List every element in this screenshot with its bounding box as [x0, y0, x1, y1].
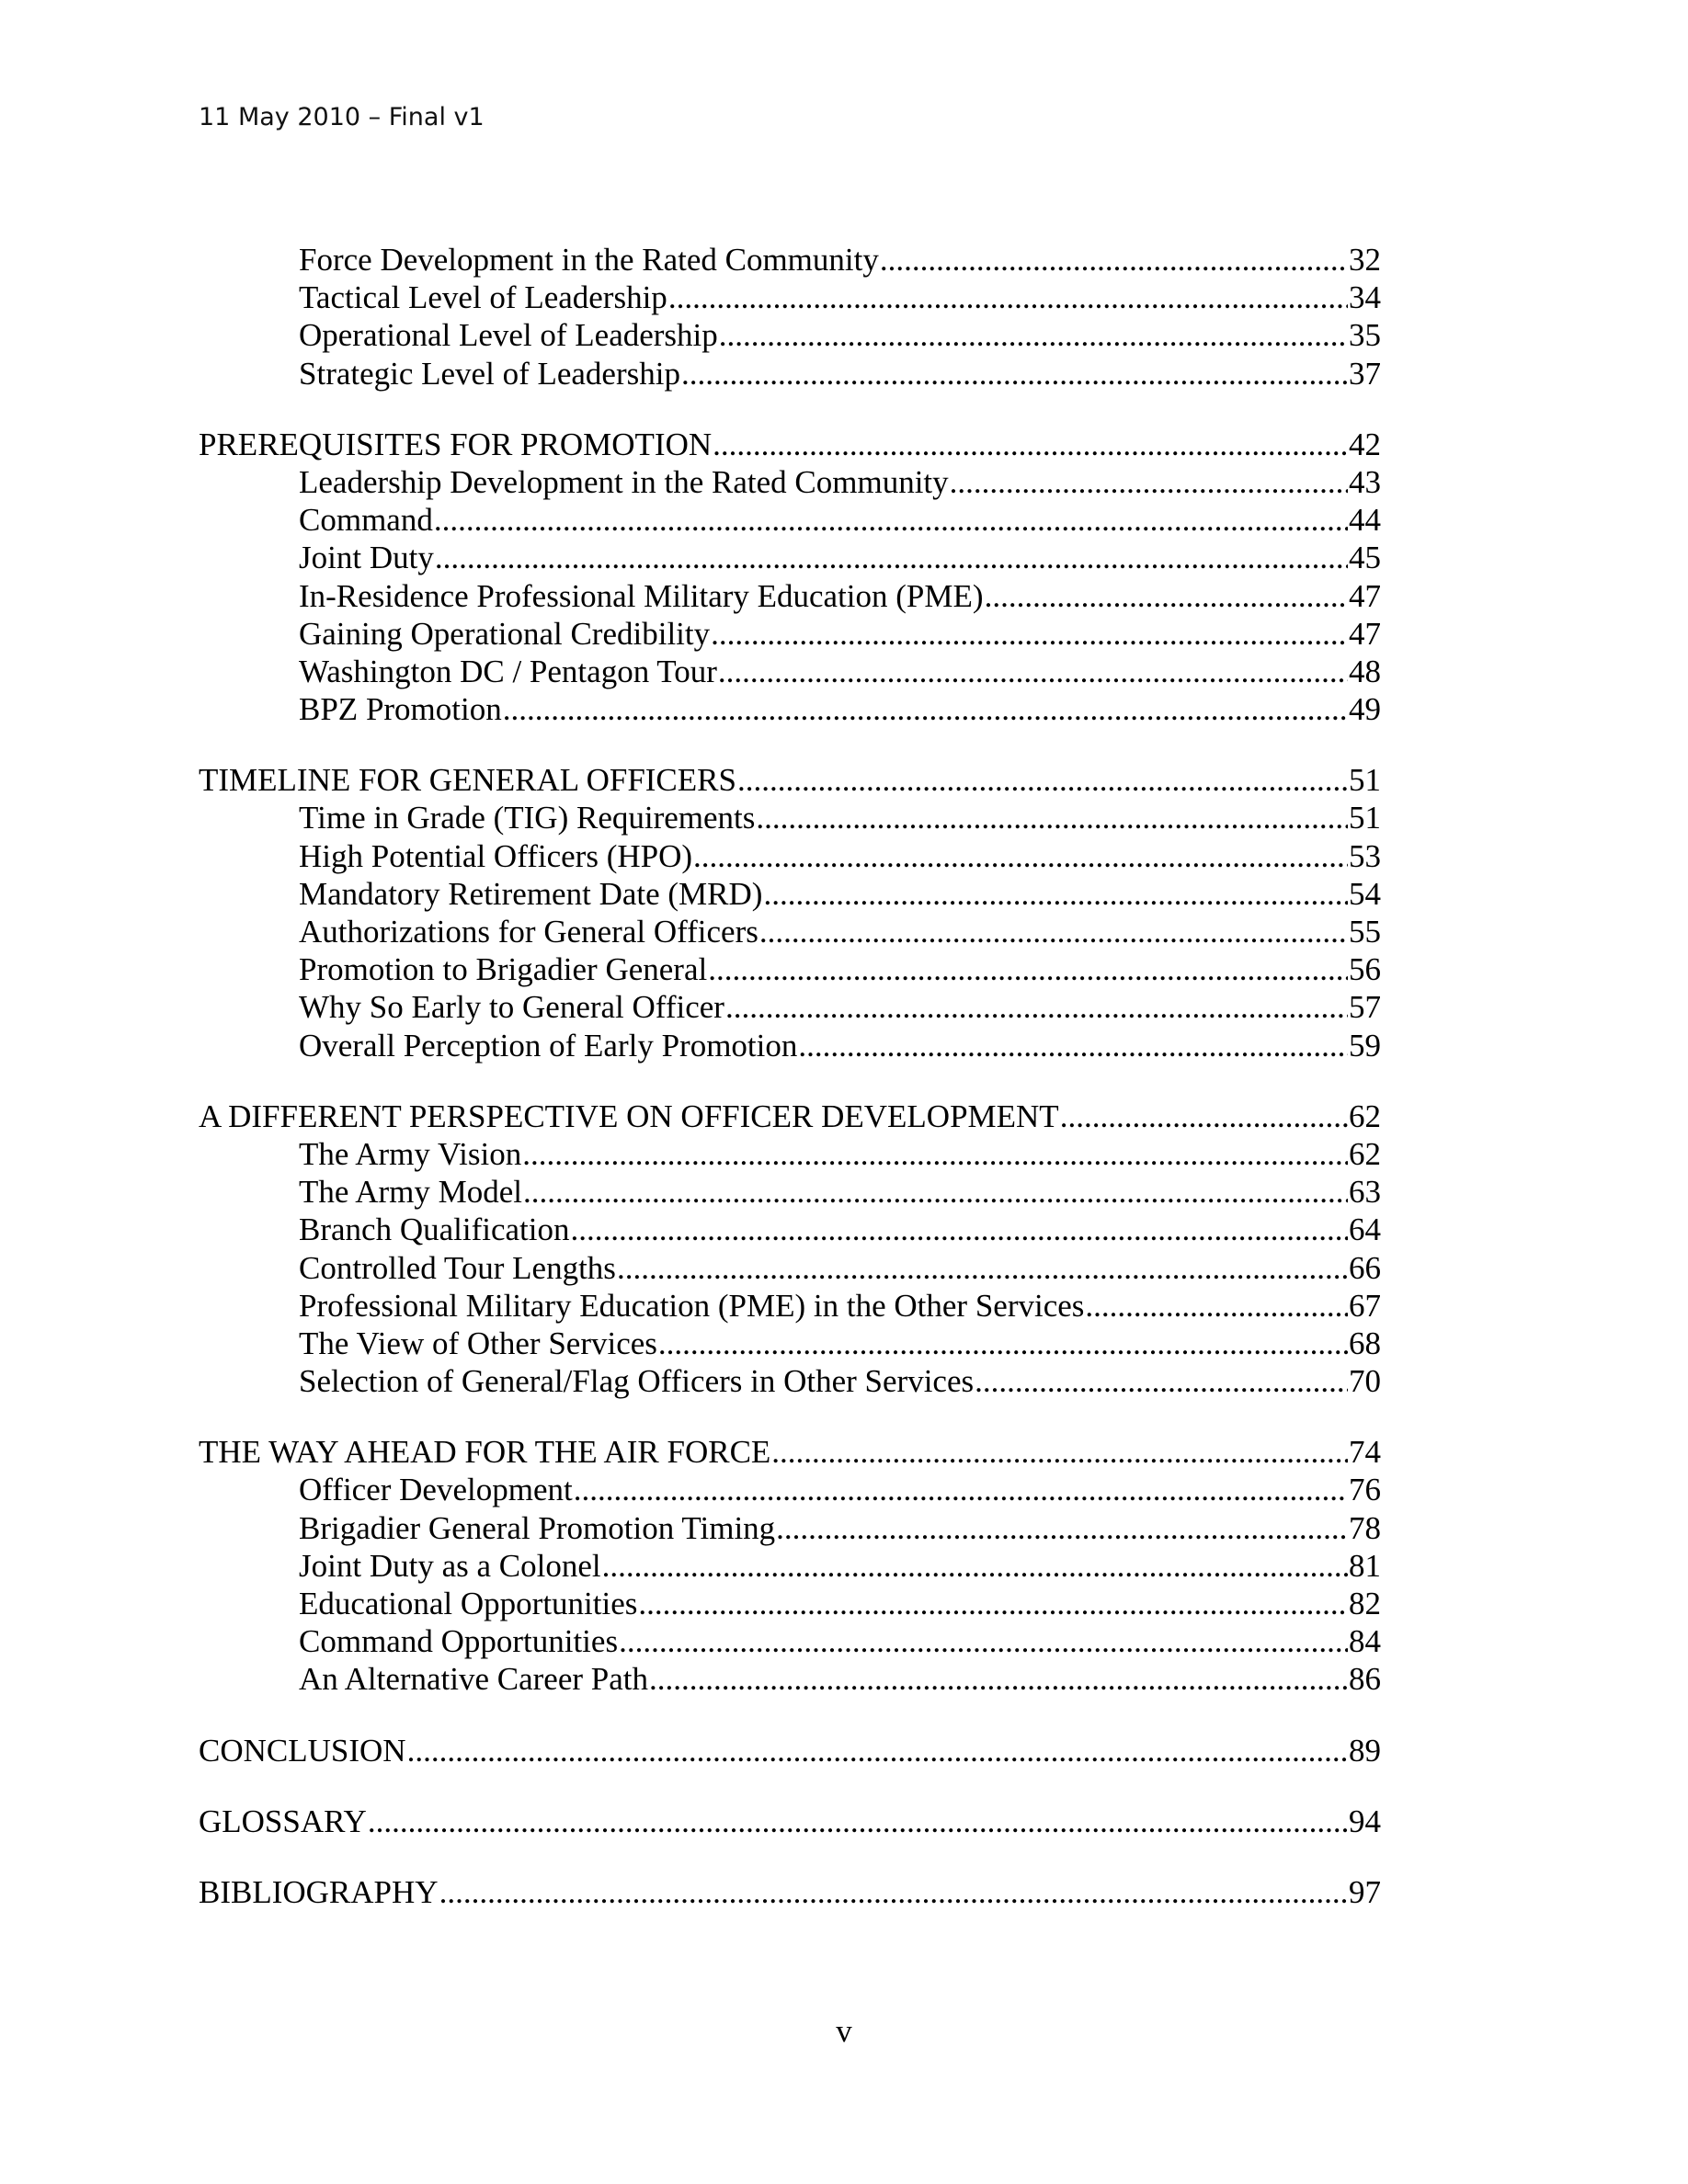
toc-entry-row: [199, 1547, 1381, 1585]
toc-heading-label: GLOSSARY: [199, 1803, 367, 1839]
toc-entry-label: Force Development in the Rated Community: [299, 242, 879, 278]
dot-leader: [708, 950, 1348, 988]
dot-leader: [602, 1547, 1348, 1585]
toc-page-number: 67: [1349, 1287, 1381, 1324]
dot-leader: [880, 241, 1348, 279]
toc-page-number: 48: [1349, 653, 1381, 689]
toc-entry-label: Gaining Operational Credibility: [299, 615, 711, 652]
toc-page-number: 94: [1349, 1803, 1381, 1839]
toc-entry-label: Leadership Development in the Rated Community: [299, 463, 949, 500]
toc-section: [199, 1732, 1381, 1769]
dot-leader: [368, 1803, 1348, 1840]
toc-heading-label: PREREQUISITES FOR PROMOTION: [199, 426, 713, 462]
toc-entry-row: [199, 1660, 1381, 1698]
dot-leader: [719, 316, 1348, 354]
dot-leader: [570, 1211, 1348, 1248]
toc-entry-label: Time in Grade (TIG) Requirements: [299, 800, 756, 836]
toc-entry-label: The Army Vision: [299, 1135, 522, 1172]
toc-entry-label: High Potential Officers (HPO): [299, 837, 693, 874]
toc-page-number: 64: [1349, 1211, 1381, 1248]
toc-page-number: 37: [1349, 355, 1381, 392]
toc-page-number: 84: [1349, 1623, 1381, 1660]
toc-entry-row: [199, 1325, 1381, 1362]
toc-entry-label: Controlled Tour Lengths: [299, 1249, 616, 1286]
toc-entry-row: [199, 501, 1381, 539]
toc-entry-row: [199, 1509, 1381, 1547]
toc-entry-row: [199, 539, 1381, 576]
toc-entry-label: Overall Perception of Early Promotion: [299, 1027, 798, 1064]
toc-page-number: 34: [1349, 279, 1381, 316]
dot-leader: [950, 463, 1348, 501]
toc-entry-row: [199, 988, 1381, 1026]
toc-heading-row: [199, 1803, 1381, 1840]
toc-heading-row: [199, 1098, 1381, 1135]
toc-section: [199, 1433, 1381, 1698]
toc-entry-label: Why So Early to General Officer: [299, 989, 724, 1026]
toc-entry-row: [199, 316, 1381, 354]
toc-page-number: 51: [1349, 762, 1381, 799]
toc-entry-row: [199, 875, 1381, 913]
toc-section: [199, 241, 1381, 392]
dot-leader: [435, 539, 1348, 576]
toc-entry-row: [199, 950, 1381, 988]
dot-leader: [718, 653, 1348, 690]
toc-entry-row: [199, 1622, 1381, 1660]
toc-page-number: 47: [1349, 577, 1381, 614]
dot-leader: [711, 615, 1348, 653]
toc-entry-row: [199, 279, 1381, 316]
dot-leader: [1085, 1287, 1348, 1325]
toc-page-number: 78: [1349, 1509, 1381, 1546]
toc-entry-row: [199, 577, 1381, 615]
toc-page-number: 68: [1349, 1325, 1381, 1361]
dot-leader: [975, 1362, 1348, 1400]
dot-leader: [434, 501, 1348, 539]
toc-heading-label: CONCLUSION: [199, 1732, 406, 1769]
toc-page-number: 62: [1349, 1135, 1381, 1172]
toc-entry-label: Washington DC / Pentagon Tour: [299, 653, 717, 689]
toc-page-number: 62: [1349, 1098, 1381, 1134]
dot-leader: [798, 1027, 1348, 1064]
toc-entry-row: [199, 653, 1381, 690]
toc-page-number: 56: [1349, 951, 1381, 988]
dot-leader: [407, 1732, 1348, 1769]
dot-leader: [713, 426, 1348, 463]
toc-page-number: 57: [1349, 989, 1381, 1026]
toc-heading-label: THE WAY AHEAD FOR THE AIR FORCE: [199, 1434, 771, 1471]
toc-entry-row: [199, 1027, 1381, 1064]
toc-entry-label: Joint Duty: [299, 540, 434, 576]
toc-page-number: 97: [1349, 1873, 1381, 1910]
toc-heading-row: [199, 1873, 1381, 1911]
toc-section: [199, 1873, 1381, 1911]
toc-entry-row: [199, 1362, 1381, 1400]
toc-entry-row: [199, 1173, 1381, 1211]
toc-section: [199, 1803, 1381, 1840]
dot-leader: [649, 1660, 1348, 1698]
toc-entry-row: [199, 241, 1381, 279]
toc-entry-row: [199, 690, 1381, 728]
toc-heading-row: [199, 761, 1381, 799]
toc-page-number: 35: [1349, 317, 1381, 354]
dot-leader: [725, 988, 1348, 1026]
dot-leader: [756, 799, 1348, 836]
dot-leader: [693, 837, 1348, 875]
toc-entry-label: BPZ Promotion: [299, 691, 502, 728]
toc-entry-label: Educational Opportunities: [299, 1586, 638, 1621]
toc-section: [199, 426, 1381, 729]
toc-entry-label: Joint Duty as a Colonel: [299, 1547, 601, 1584]
dot-leader: [681, 355, 1348, 392]
toc-entry-row: [199, 615, 1381, 653]
dot-leader: [617, 1249, 1348, 1287]
dot-leader: [523, 1173, 1348, 1211]
toc-entry-label: Authorizations for General Officers: [299, 914, 758, 950]
toc-entry-label: Professional Military Education (PME) in the Other Services: [299, 1287, 1085, 1324]
toc-entry-label: Operational Level of Leadership: [299, 317, 718, 354]
dot-leader: [1060, 1098, 1348, 1135]
toc-entry-label: Mandatory Retirement Date (MRD): [299, 875, 763, 912]
toc-heading-label: A DIFFERENT PERSPECTIVE ON OFFICER DEVELOPMENT: [199, 1098, 1059, 1134]
dot-leader: [771, 1433, 1348, 1471]
dot-leader: [522, 1135, 1348, 1173]
toc-entry-row: [199, 1585, 1381, 1622]
toc-entry-row: [199, 1287, 1381, 1325]
toc-page-number: 45: [1349, 540, 1381, 576]
toc-entry-label: Promotion to Brigadier General: [299, 951, 708, 988]
toc-entry-label: The Army Model: [299, 1174, 523, 1211]
dot-leader: [668, 279, 1348, 316]
dot-leader: [737, 761, 1348, 799]
toc-page-number: 70: [1349, 1363, 1381, 1400]
toc-page-number: 82: [1349, 1586, 1381, 1621]
dot-leader: [619, 1622, 1348, 1660]
dot-leader: [763, 875, 1348, 913]
toc-heading-label: BIBLIOGRAPHY: [199, 1873, 439, 1910]
toc-entry-row: [199, 355, 1381, 392]
toc-entry-label: The View of Other Services: [299, 1325, 657, 1361]
toc-section: [199, 761, 1381, 1064]
document-header: 11 May 2010 – Final v1: [199, 103, 485, 131]
toc-entry-label: In-Residence Professional Military Education (PME): [299, 577, 984, 614]
toc-page-number: 53: [1349, 837, 1381, 874]
toc-page-number: 55: [1349, 914, 1381, 950]
toc-entry-label: Command: [299, 502, 433, 539]
toc-page-number: 47: [1349, 615, 1381, 652]
toc-heading-row: [199, 1433, 1381, 1471]
toc-page-number: 42: [1349, 426, 1381, 462]
toc-page-number: 32: [1349, 242, 1381, 278]
toc-entry-label: Command Opportunities: [299, 1623, 619, 1660]
toc-entry-label: Selection of General/Flag Officers in Other Services: [299, 1363, 975, 1400]
toc-page-number: 59: [1349, 1027, 1381, 1064]
toc-page-number: 86: [1349, 1661, 1381, 1698]
dot-leader: [759, 913, 1348, 950]
toc-entry-row: [199, 1249, 1381, 1287]
toc-page-number: 49: [1349, 691, 1381, 728]
toc-entry-row: [199, 1471, 1381, 1508]
toc-page-number: 74: [1349, 1434, 1381, 1471]
toc-entry-label: Branch Qualification: [299, 1211, 570, 1248]
dot-leader: [776, 1509, 1348, 1547]
toc-entry-row: [199, 1135, 1381, 1173]
dot-leader: [503, 690, 1348, 728]
toc-entry-label: Tactical Level of Leadership: [299, 279, 667, 316]
toc-page-number: 66: [1349, 1249, 1381, 1286]
toc-page-number: 51: [1349, 800, 1381, 836]
toc-entry-label: Strategic Level of Leadership: [299, 355, 680, 392]
toc-heading-label: TIMELINE FOR GENERAL OFFICERS: [199, 762, 736, 799]
toc-page-number: 81: [1349, 1547, 1381, 1584]
toc-page-number: 43: [1349, 463, 1381, 500]
dot-leader: [439, 1873, 1348, 1911]
toc-entry-row: [199, 1211, 1381, 1248]
table-of-contents: [199, 241, 1381, 1944]
toc-page-number: 44: [1349, 502, 1381, 539]
toc-page-number: 63: [1349, 1174, 1381, 1211]
toc-page-number: 54: [1349, 875, 1381, 912]
toc-entry-label: An Alternative Career Path: [299, 1661, 649, 1698]
toc-heading-row: [199, 426, 1381, 463]
toc-heading-row: [199, 1732, 1381, 1769]
toc-entry-label: Officer Development: [299, 1472, 573, 1508]
toc-section: [199, 1098, 1381, 1401]
toc-entry-row: [199, 837, 1381, 875]
toc-page-number: 89: [1349, 1732, 1381, 1769]
toc-entry-row: [199, 799, 1381, 836]
dot-leader: [658, 1325, 1348, 1362]
toc-entry-label: Brigadier General Promotion Timing: [299, 1509, 776, 1546]
toc-page-number: 76: [1349, 1472, 1381, 1508]
page-number: v: [836, 2013, 852, 2049]
dot-leader: [638, 1585, 1348, 1622]
dot-leader: [985, 577, 1348, 615]
toc-entry-row: [199, 463, 1381, 501]
dot-leader: [574, 1471, 1348, 1508]
toc-entry-row: [199, 913, 1381, 950]
